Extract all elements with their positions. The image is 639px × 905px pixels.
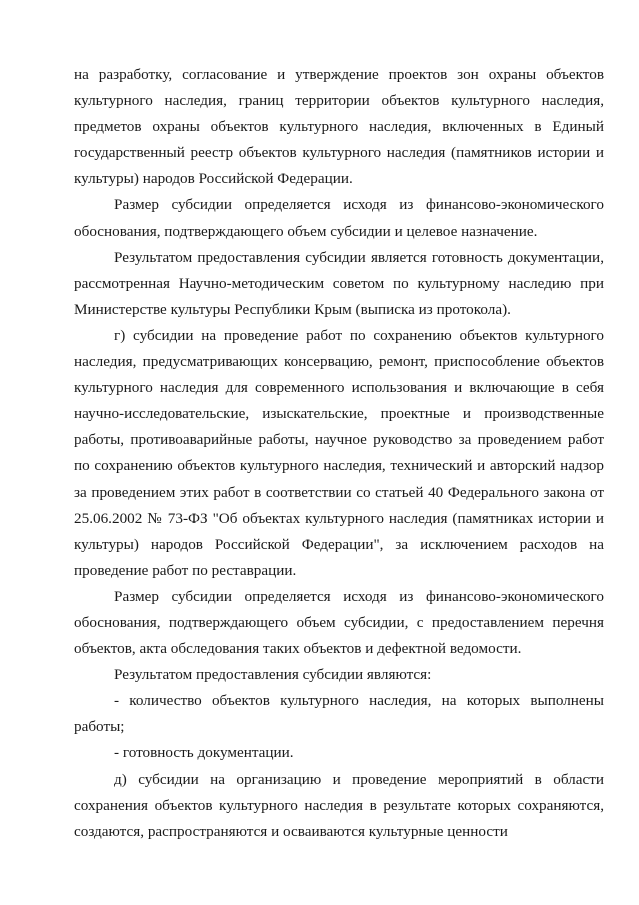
- paragraph-item-d: д) субсидии на организацию и проведение мероприятий в области сохранения объектов культурного наследия в результате которых сохраняются, создаются, распространяются и осваиваются культурные ценности: [74, 770, 604, 840]
- paragraph-results-heading: Результатом предоставления субсидии являются:: [114, 666, 432, 684]
- paragraph-subsidy-size-2: Размер субсидии определяется исходя из финансово-экономического обоснования, подтверждающего объем субсидии, с предоставлением перечня объектов, акта обследования таких объектов и дефектной ведомости.: [74, 587, 604, 658]
- document-body: [74, 62, 604, 845]
- list-item-documentation: - готовность документации.: [114, 744, 294, 762]
- paragraph-item-g: г) субсидии на проведение работ по сохранению объектов культурного наследия, предусматривающих консервацию, ремонт, приспособление объектов культурного наследия для современного использования и включающие в себя научно-исследовательские, изыскательские, проектные и производственные работы, противоаварийные работы, научное руководство за проведением работ по сохранению объектов культурного наследия, технический и авторский надзор за проведением этих работ в соответствии со статьей 40 Федерального закона от 25.06.2002 № 73-ФЗ "Об объектах культурного наследия (памятниках истории и культуры) народов Российской Федерации", за исключением расходов на проведение работ по реставрации.: [74, 326, 604, 579]
- paragraph-continuation: на разработку, согласование и утверждение проектов зон охраны объектов культурного наследия, границ территории объектов культурного наследия, предметов охраны объектов культурного наследия, включенных в Единый государственный реестр объектов культурного наследия (памятников истории и культуры) народов Российской Федерации.: [74, 66, 604, 188]
- paragraph-subsidy-size: Размер субсидии определяется исходя из финансово-экономического обоснования, подтверждающего объем субсидии и целевое назначение.: [74, 196, 604, 240]
- list-item-object-count: - количество объектов культурного наследия, на которых выполнены работы;: [74, 692, 604, 736]
- paragraph-subsidy-result: Результатом предоставления субсидии является готовность документации, рассмотренная Научно-методическим советом по культурному наследию при Министерстве культуры Республики Крым (выписка из протокола).: [74, 248, 604, 318]
